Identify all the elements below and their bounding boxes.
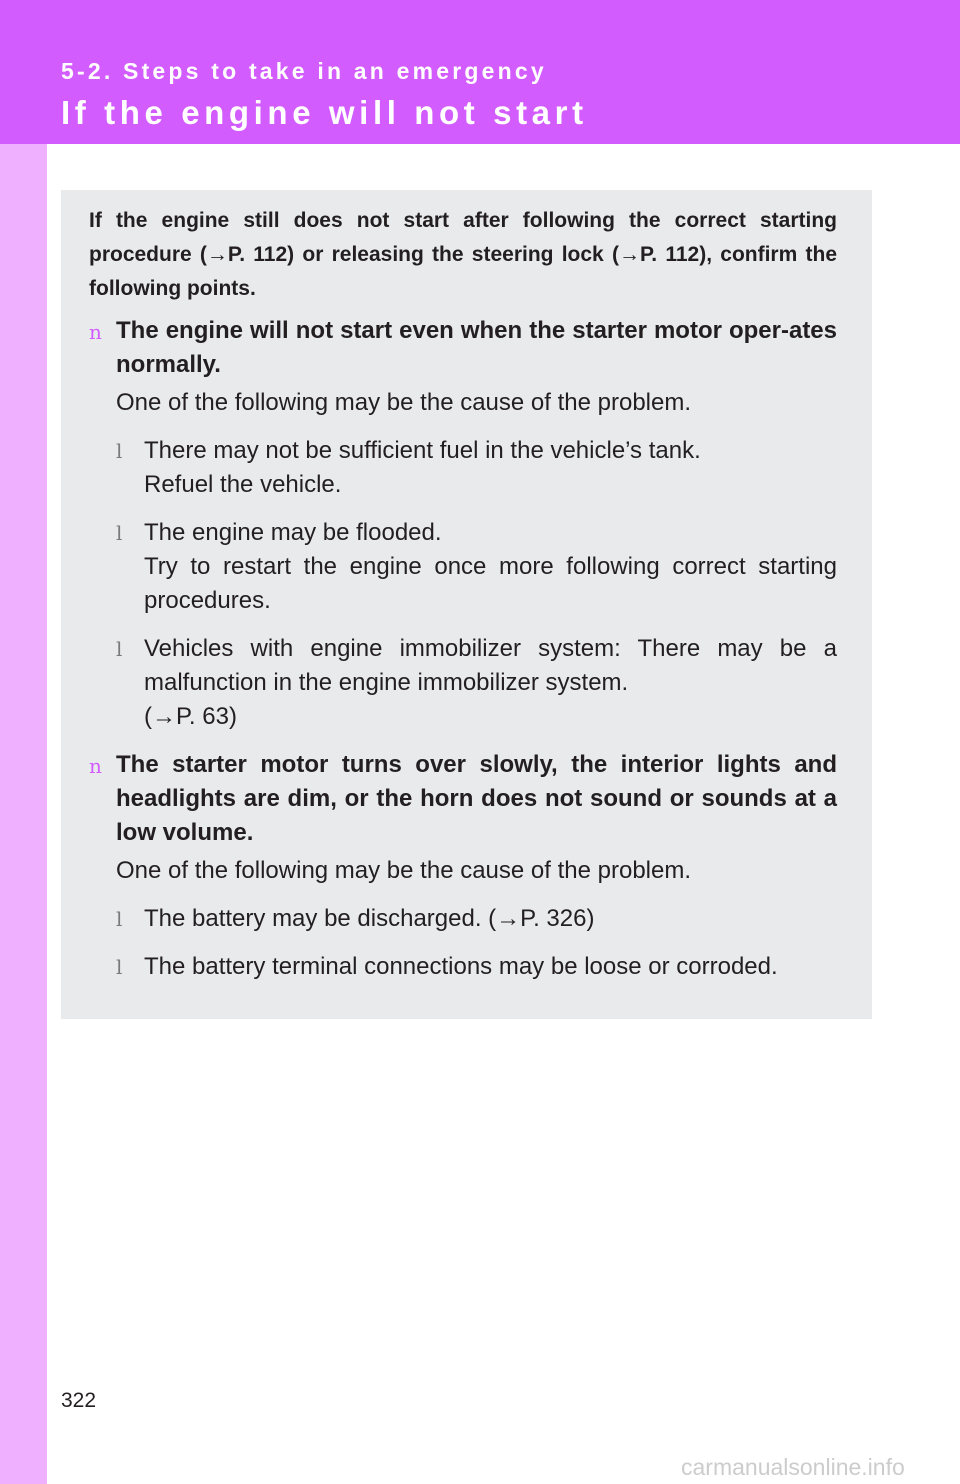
list-item-text: Vehicles with engine immobilizer system: There may be a malfunction in the engine immobilizer system. xyxy=(144,635,837,696)
list-item xyxy=(89,632,837,734)
section-engine-not-start xyxy=(89,314,837,734)
bullet-icon: l xyxy=(116,637,123,661)
list-item-text: There may not be sufficient fuel in the vehicle’s tank. xyxy=(144,437,701,464)
list-item-subtext: (→P. 63) xyxy=(144,703,237,730)
section-lead: One of the following may be the cause of the problem. xyxy=(116,857,692,884)
bullet-icon: l xyxy=(116,521,123,545)
page-number: 322 xyxy=(61,1389,97,1412)
list-item-text: The battery terminal connections may be loose or corroded. xyxy=(144,953,778,980)
square-bullet-icon: n xyxy=(89,754,102,778)
spacer xyxy=(89,734,837,748)
section-heading xyxy=(89,314,837,382)
bullet-icon: l xyxy=(116,907,123,931)
side-strip xyxy=(0,144,47,1484)
section-lead: One of the following may be the cause of the problem. xyxy=(116,389,692,416)
list-item-subtext: Try to restart the engine once more following correct starting procedures. xyxy=(144,553,837,614)
intro-text: If the engine still does not start after following the correct starting procedure (→P. 112) or releasing the steering lock (→P. 112), confirm the following points. xyxy=(89,209,837,300)
list-item xyxy=(89,902,837,936)
bullet-icon: l xyxy=(116,955,123,979)
list-item xyxy=(89,516,837,618)
section-starter-slow xyxy=(89,748,837,984)
watermark: carmanualsonline.info xyxy=(681,1454,905,1480)
page-title: If the engine will not start xyxy=(61,94,588,131)
section-heading-text: The engine will not start even when the starter motor oper-ates normally. xyxy=(116,317,837,378)
square-bullet-icon: n xyxy=(89,320,102,344)
bullet-list xyxy=(89,434,837,734)
bullet-list xyxy=(89,902,837,984)
section-heading-text: The starter motor turns over slowly, the interior lights and headlights are dim, or the horn does not sound or sounds at a low volume. xyxy=(116,751,837,846)
list-item-subtext: Refuel the vehicle. xyxy=(144,471,342,498)
list-item-text: The engine may be flooded. xyxy=(144,519,442,546)
content-box xyxy=(61,190,872,1019)
list-item-text: The battery may be discharged. (→P. 326) xyxy=(144,905,595,932)
section-heading xyxy=(89,748,837,850)
list-item xyxy=(89,434,837,502)
list-item xyxy=(89,950,837,984)
bullet-icon: l xyxy=(116,439,123,463)
section-label: 5-2. Steps to take in an emergency xyxy=(61,58,547,84)
